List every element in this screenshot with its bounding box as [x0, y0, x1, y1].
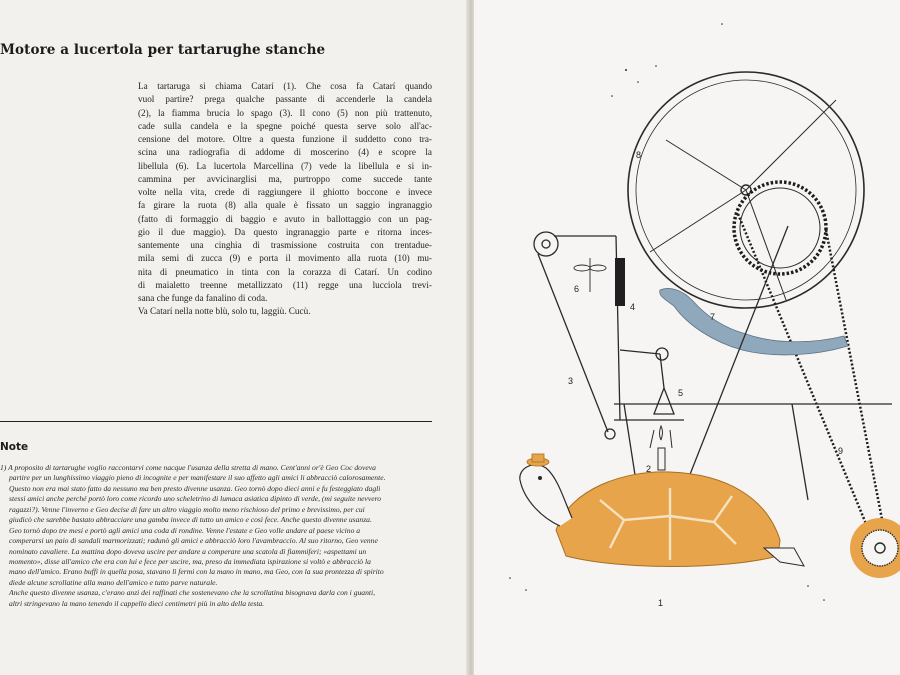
figure-label-6: 6: [574, 284, 580, 294]
note-line: nominato cavaliere. La mattina dopo doveva uscire per andare a comperare una scatola di fiammiferi; «aspettami un: [9, 546, 367, 556]
figure-label-2: 2: [646, 464, 652, 474]
body-line: scina una radiografia di addome di moscerino (4) e scopre la: [138, 147, 432, 158]
body-line: santemente una cinghia di trasmissione costruita con trentadue-: [138, 240, 432, 250]
divider-rule: [0, 421, 432, 422]
note-line: diede alcune scrollatine alla mano dell'amico e tutto parve naturale.: [9, 577, 218, 587]
figure-label-4: 4: [630, 302, 636, 312]
body-line: cammina per avvicinarglisi ma, purtroppo come succede tante: [138, 173, 432, 184]
note-line: mano dell'amico. Erano buffi in quella posa, stavano lì fermi con la mano in mano, ma Geo, con la sua prontezza di spirito: [9, 567, 384, 577]
figure-label-7: 7: [710, 312, 716, 322]
body-line: nita di pneumatico in tinta con la corazza di Catarí. Un codino: [138, 266, 432, 277]
body-line: mila semi di zucca (9) e porta il movimento alla ruota (10) mu-: [138, 253, 432, 264]
note-line: partire per un lunghissimo viaggio pieno di incognite e per manifestare il suo affetto agli amici li abbracciò calorosamente.: [9, 473, 386, 483]
note-line: stessi amici anche perché portò loro come ricordo uno scheletrino di lumaca asiatica dipinto di verde, (mi seguite nevvero: [9, 494, 382, 504]
note-line: Geo tornò dopo tre mesi e portò agli amici una coda di rondine. Venne l'estate e Geo volle andare al paese vicino a: [9, 525, 361, 535]
note-line: 1) A proposito di tartarughe voglio raccontarvi come nacque l'usanza della stretta di mano. Cent'anni or'è Geo Coc doveva: [0, 463, 376, 472]
body-line: volte nella vita, crede di raggiungere il ghiotto boccone e invece: [138, 187, 432, 197]
gear: [734, 182, 826, 274]
body-text: [138, 80, 432, 319]
notes-heading: Note: [0, 441, 29, 453]
body-line: Va Catarí nella notte blù, solo tu, laggiù. Cucù.: [138, 306, 311, 317]
rear-wheel: [850, 518, 900, 578]
notes-text: [0, 463, 432, 609]
big-wheel: [628, 72, 864, 308]
body-line: (2), la fiamma brucia lo spago (3). Il cono (5) non più trattenuto,: [138, 107, 432, 118]
note-line: giudicò che sarebbe bastato abbracciare una gamba invece di tutto un amico e così fece. Anche questo divenne usanza.: [9, 515, 372, 525]
note-line: Questo non era mai stato fatto da nessuno ma ben presto divenne usanza. Geo tornò dopo dieci anni e fu festeggiato dagli: [9, 483, 381, 493]
figure-label-1: 1: [658, 598, 664, 608]
figure-label-5: 5: [678, 388, 684, 398]
candles: [650, 426, 672, 470]
body-line: gio il due maggio). Da questo ingranaggio parte e ritorna inces-: [138, 226, 432, 237]
figure-label-8: 8: [636, 150, 642, 160]
body-line: fa girare la ruota (8) alla quale è fissato un saggio ingranaggio: [138, 200, 432, 211]
body-line: vuol partire? prega qualche passante di accenderle la candela: [138, 94, 432, 105]
body-line: La tartaruga si chiama Catarí (1). Che cosa fa Catarí quando: [138, 81, 432, 91]
page-title: Motore a lucertola per tartarughe stanche: [0, 42, 326, 58]
machine-illustration: [474, 0, 900, 675]
note-line: altri stringevano la mano tenendo il cappello dieci centimetri più in alto della testa.: [9, 598, 265, 608]
lizard: [660, 288, 848, 354]
body-line: censione del motore. Oltre a questa funzione il suddetto cono tra-: [138, 134, 432, 144]
tortoise: [520, 454, 804, 567]
body-line: di maialetto treenne metallizzato (11) regge una lucciola trevi-: [138, 279, 432, 290]
note-line: comperarsi un paio di sandali marmorizzati; radunò gli amici e abbracciò loro l'avambraccio. Al suo ritorno, Geo venne: [9, 536, 378, 546]
note-line: ragazzi?). Venne l'inverno e Geo decise di fare un altro viaggio molto meno rischioso del primo e brevissimo, per cui: [9, 504, 365, 514]
note-line: Anche questo divenne usanza, c'erano anzi dei raffinati che sostenevano che la scrollatina bisognava darla con i guanti,: [9, 588, 375, 598]
figure-label-3: 3: [568, 376, 574, 386]
figure-label-9: 9: [838, 446, 844, 456]
note-line: momento», disse all'amico che era con lui e fece per uscire, ma, preso da immediata ispirazione si voltò e abbracciò la: [9, 556, 371, 566]
body-line: (fatto di formaggio di baggio e avuto in ballottaggio con un pag-: [138, 213, 432, 224]
radiograph: [615, 258, 625, 306]
body-line: libellula (6). La lucertola Marcellina (7) vede la libellula e si in-: [138, 160, 432, 171]
body-line: sana che funge da fanalino di coda.: [138, 293, 268, 303]
body-line: cade sulla candela e la spegne poiché questa serve solo all'ac-: [138, 120, 432, 131]
chain-belt: [738, 214, 886, 548]
